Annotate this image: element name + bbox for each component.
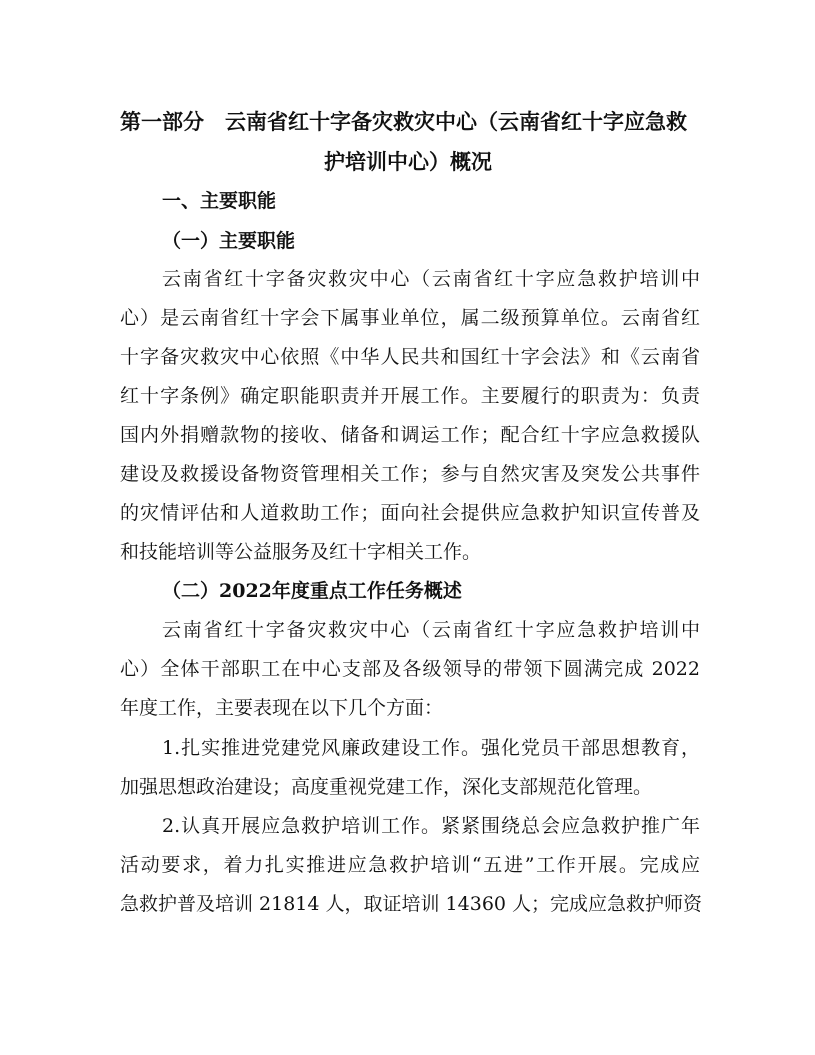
document-title-line-2: 护培训中心）概况 [324, 150, 492, 174]
paragraph-line: 的灾情评估和人道救助工作；面向社会提供应急救护知识宣传普及 [120, 502, 700, 524]
list-item-line: 活动要求，着力扎实推进应急救护培训“五进”工作开展。完成应 [120, 854, 700, 876]
paragraph-line: 心）是云南省红十字会下属事业单位，属二级预算单位。云南省红 [120, 307, 700, 329]
list-item-line: 1.扎实推进党建党风廉政建设工作。强化党员干部思想教育， [162, 737, 700, 759]
document-title-line-1: 第一部分 云南省红十字备灾救灾中心（云南省红十字应急救 [120, 110, 687, 134]
subsection-heading-2022-tasks: （二）2022年度重点工作任务概述 [162, 580, 462, 602]
list-item-line: 急救护普及培训 21814 人，取证培训 14360 人；完成应急救护师资 [120, 893, 703, 915]
paragraph-line: 红十字条例》确定职能职责并开展工作。主要履行的职责为：负责 [120, 385, 700, 407]
paragraph-line: 建设及救援设备物资管理相关工作；参与自然灾害及突发公共事件 [120, 463, 700, 485]
list-item-line: 2.认真开展应急救护培训工作。紧紧围绕总会应急救护推广年 [162, 815, 700, 837]
list-item-line: 加强思想政治建设；高度重视党建工作，深化支部规范化管理。 [120, 776, 653, 798]
paragraph-line: 年度工作，主要表现在以下几个方面： [120, 697, 444, 719]
paragraph-line: 和技能培训等公益服务及红十字相关工作。 [120, 541, 482, 563]
paragraph-line: 心）全体干部职工在中心支部及各级领导的带领下圆满完成 2022 [120, 658, 700, 680]
paragraph-line: 云南省红十字备灾救灾中心（云南省红十字应急救护培训中 [162, 619, 700, 641]
paragraph-line: 十字备灾救灾中心依照《中华人民共和国红十字会法》和《云南省 [120, 346, 700, 368]
section-heading-main-functions: 一、主要职能 [162, 190, 277, 212]
paragraph-line: 云南省红十字备灾救灾中心（云南省红十字应急救护培训中 [162, 268, 700, 290]
subsection-heading-main-functions: （一）主要职能 [162, 230, 296, 252]
paragraph-line: 国内外捐赠款物的接收、储备和调运工作；配合红十字应急救援队 [120, 424, 700, 446]
